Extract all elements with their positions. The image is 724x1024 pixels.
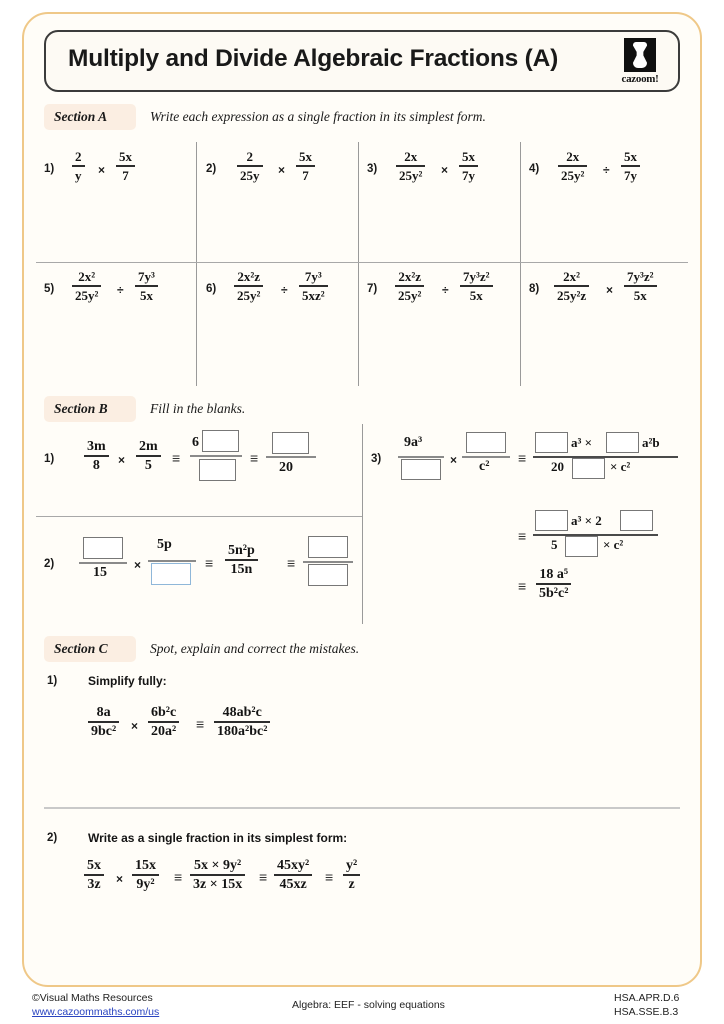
fraction-bar — [396, 165, 425, 167]
section-b-q3-blank-7[interactable] — [620, 510, 653, 531]
fraction-bar — [395, 285, 424, 287]
section-b-q3-line2-num-a: a³ × 2 — [571, 513, 602, 528]
logo-mark-icon — [624, 38, 656, 72]
denominator: 5x — [139, 287, 153, 303]
section-b-q3-equiv-2: ≡ — [518, 528, 527, 544]
section-c-q2-equiv-1: ≡ — [174, 869, 183, 885]
section-b-q2-blank-3[interactable] — [308, 536, 348, 558]
fraction-bar — [225, 559, 258, 561]
fraction-bar — [624, 285, 657, 287]
fraction-bar — [116, 165, 135, 167]
section-b-q2-equiv-1: ≡ — [205, 555, 214, 571]
numerator: 5x — [624, 149, 637, 164]
denominator: 25y² — [399, 167, 423, 183]
denominator: 25y — [240, 167, 260, 183]
numerator: 2x² — [563, 269, 581, 284]
section-c-q2-number: 2) — [47, 832, 58, 844]
section-a-q2-fraction-1 — [237, 149, 263, 183]
cazoom-logo — [614, 38, 666, 90]
section-b-q3-blank-4[interactable] — [606, 432, 639, 453]
numerator: 48ab²c — [222, 705, 262, 720]
section-b-q1-operator-1: × — [118, 453, 126, 467]
fraction-bar — [136, 455, 161, 457]
denominator: 25y² — [237, 287, 261, 303]
denominator: 25y² — [398, 287, 422, 303]
fraction-bar — [190, 874, 245, 876]
numerator: 5x — [462, 149, 475, 164]
fraction-bar — [135, 285, 158, 287]
section-b-q1-number: 1) — [44, 453, 55, 465]
page-title: Multiply and Divide Algebraic Fractions (A) — [68, 45, 559, 72]
section-b-q3-equiv-3: ≡ — [518, 578, 527, 594]
fraction-bar — [214, 721, 270, 723]
section-b-q2-fraction-bar-4 — [303, 561, 353, 563]
footer-standard-code-2: HSA.SSE.B.3 — [614, 1006, 679, 1018]
section-c-name: Section C — [54, 641, 108, 656]
denominator: 7 — [302, 167, 309, 183]
footer-copyright: ©Visual Maths Resources — [32, 992, 153, 1004]
section-a-q4-fraction-1 — [558, 149, 587, 183]
denominator: 9bc² — [91, 723, 117, 739]
section-b-q2-fraction-bar-2 — [148, 560, 196, 562]
section-a-vrule-2 — [358, 142, 359, 386]
denominator: 5b²c² — [539, 585, 569, 601]
numerator: 18 a⁵ — [539, 567, 569, 582]
section-c-q2-fraction-5 — [343, 858, 360, 892]
numerator: 5x × 9y² — [194, 858, 242, 873]
section-b-q3-blank-1[interactable] — [401, 459, 441, 480]
section-c-q2-fraction-2 — [132, 858, 159, 892]
fraction-bar — [72, 165, 85, 167]
section-b-q3-fraction-bar-1 — [398, 456, 444, 458]
numerator: 2m — [139, 439, 158, 454]
section-b-q1-equiv-1: ≡ — [172, 450, 181, 466]
logo-vase-icon — [633, 42, 647, 68]
fraction-bar — [132, 874, 159, 876]
section-b-q3-numerator-1: 9a³ — [404, 435, 423, 450]
fraction-bar — [237, 165, 263, 167]
fraction-bar — [459, 165, 478, 167]
section-a-q7-operator: ÷ — [442, 283, 449, 297]
denominator: y — [75, 167, 82, 183]
section-c-q1-fraction-1 — [88, 705, 119, 739]
section-a-vrule-1 — [196, 142, 197, 386]
section-a-hrule — [36, 262, 688, 263]
section-c-q2-operator-1: × — [116, 872, 124, 886]
section-b-q3-operator-1: × — [450, 453, 458, 467]
fraction-bar — [84, 874, 104, 876]
denominator: 3z — [87, 876, 101, 892]
section-b-q1-fraction-bar-3 — [190, 455, 242, 457]
denominator: 15n — [230, 561, 253, 577]
numerator: 6b²c — [151, 705, 177, 720]
section-a-description: Write each expression as a single fraction in its simplest form. — [150, 109, 486, 124]
section-a-q7-number: 7) — [367, 283, 378, 295]
section-a-q2-operator: × — [278, 163, 286, 177]
denominator: 25y² — [561, 167, 585, 183]
section-b-q1-fraction-bar-4 — [266, 456, 316, 458]
section-a-header — [44, 104, 604, 130]
section-b-q3-line2-den-b: × c² — [603, 537, 624, 552]
section-c-q1-operator-1: × — [131, 719, 139, 733]
section-a-q7-fraction-2 — [460, 269, 493, 303]
section-a-q3-fraction-2 — [459, 149, 478, 183]
section-b-q1-equiv-2: ≡ — [250, 450, 259, 466]
numerator: 5x — [119, 149, 132, 164]
section-a-q8-operator: × — [606, 283, 614, 297]
section-b-q2-blank-1[interactable] — [83, 537, 123, 559]
section-a-q7-fraction-1 — [395, 269, 424, 303]
section-b-q3-fraction-bar-3 — [533, 456, 678, 458]
section-c-description: Spot, explain and correct the mistakes. — [150, 641, 360, 656]
section-b-q2-blank-2[interactable] — [151, 563, 191, 585]
section-b-q2-number: 2) — [44, 558, 55, 570]
section-a-name: Section A — [54, 109, 108, 124]
fraction-bar — [299, 285, 328, 287]
section-b-q3-line1-num-a: a³ × — [571, 435, 593, 450]
numerator: 7y³ — [304, 269, 322, 284]
section-a-q4-fraction-2 — [621, 149, 640, 183]
fraction-bar — [84, 455, 109, 457]
denominator: 25y² — [75, 287, 99, 303]
denominator: 7y — [624, 167, 637, 183]
section-b-name: Section B — [54, 401, 108, 416]
section-a-q5-number: 5) — [44, 283, 55, 295]
section-a-q2-fraction-2 — [296, 149, 315, 183]
numerator: 7y³z² — [463, 269, 490, 284]
numerator: 15x — [135, 858, 156, 873]
numerator: 2x — [566, 149, 580, 164]
section-a-q1-number: 1) — [44, 163, 55, 175]
section-b-q1-denominator-4: 20 — [279, 460, 293, 475]
section-c-q2-fraction-1 — [84, 858, 104, 892]
section-a-q5-operator: ÷ — [117, 283, 124, 297]
denominator: 180a²bc² — [217, 723, 268, 739]
numerator: 5x — [87, 858, 101, 873]
section-a-q6-number: 6) — [206, 283, 217, 295]
section-b-header — [44, 396, 444, 422]
fraction-bar — [558, 165, 587, 167]
section-a-q8-fraction-1 — [554, 269, 589, 303]
section-b-q2-denominator-1: 15 — [93, 565, 107, 580]
section-b-q3-equiv-1: ≡ — [518, 450, 527, 466]
section-b-q3-number: 3) — [371, 453, 382, 465]
numerator: 2x² — [78, 269, 96, 284]
denominator: z — [348, 876, 355, 892]
section-b-q2-operator-1: × — [134, 558, 142, 572]
section-b-q1-blank-3[interactable] — [272, 432, 309, 454]
fraction-bar — [554, 285, 589, 287]
section-b-q2-equiv-2: ≡ — [287, 555, 296, 571]
section-b-q3-blank-8[interactable] — [565, 536, 598, 557]
denominator: 3z × 15x — [193, 876, 243, 892]
fraction-bar — [88, 721, 119, 723]
section-b-q1-numerator-prefix: 6 — [192, 435, 199, 450]
section-c-q1-fraction-2 — [148, 705, 179, 739]
fraction-bar — [296, 165, 315, 167]
section-c-q2-fraction-4 — [274, 858, 312, 892]
numerator: 45xy² — [277, 858, 310, 873]
denominator: 5x — [469, 287, 483, 303]
numerator: 5n²p — [228, 543, 255, 558]
numerator: 2x²z — [398, 269, 422, 284]
denominator: 8 — [92, 457, 100, 473]
fraction-bar — [72, 285, 101, 287]
section-b-q3-blank-6[interactable] — [535, 510, 568, 531]
section-b-q2-fraction-bar-1 — [79, 562, 127, 564]
section-c-q1-fraction-3 — [214, 705, 270, 739]
section-a-q3-fraction-1 — [396, 149, 425, 183]
section-b-q3-denominator-2: c² — [479, 459, 490, 474]
section-c-divider — [44, 807, 680, 809]
section-a-q1-fraction-2 — [116, 149, 135, 183]
numerator: 8a — [96, 705, 111, 720]
section-a-q2-number: 2) — [206, 163, 217, 175]
section-c-header — [44, 636, 464, 662]
footer-website-link[interactable]: www.cazoommaths.com/us — [32, 1006, 160, 1018]
denominator: 5 — [144, 457, 152, 473]
section-b-q3-fraction-bar-2 — [462, 456, 510, 458]
section-b-q1-fraction-1 — [84, 439, 109, 473]
fraction-bar — [234, 285, 263, 287]
section-b-q3-blank-3[interactable] — [535, 432, 568, 453]
numerator: 2 — [75, 149, 82, 164]
section-b-q1-blank-2[interactable] — [199, 459, 236, 481]
section-c-q2-equiv-3: ≡ — [325, 869, 334, 885]
denominator: 5xz² — [302, 287, 325, 303]
fraction-bar — [536, 583, 571, 585]
numerator: 7y³z² — [627, 269, 654, 284]
footer-center-text: Algebra: EEF - solving equations — [292, 999, 445, 1011]
fraction-bar — [460, 285, 493, 287]
section-b-q3-line1-den-a: 20 — [551, 459, 564, 474]
section-a-q1-fraction-1 — [72, 149, 85, 183]
section-a-vrule-3 — [520, 142, 521, 386]
section-b-q3-line1-num-b: a²b — [642, 435, 660, 450]
section-a-q5-fraction-1 — [72, 269, 101, 303]
section-c-q2-fraction-3 — [190, 858, 245, 892]
fraction-bar — [343, 874, 360, 876]
section-c-q1-equiv-1: ≡ — [196, 716, 205, 732]
fraction-bar — [621, 165, 640, 167]
section-c-q2-equiv-2: ≡ — [259, 869, 268, 885]
numerator: 2 — [246, 149, 253, 164]
fraction-bar — [148, 721, 179, 723]
denominator: 45xz — [279, 876, 307, 892]
section-b-vrule — [362, 424, 363, 624]
section-b-q3-line1-den-b: × c² — [610, 459, 631, 474]
section-b-hrule — [36, 516, 362, 517]
numerator: 2x — [404, 149, 418, 164]
numerator: 5x — [299, 149, 312, 164]
fraction-bar — [274, 874, 312, 876]
section-b-q1-blank-1[interactable] — [202, 430, 239, 452]
section-b-q1-fraction-2 — [136, 439, 161, 473]
section-b-q2-blank-4[interactable] — [308, 564, 348, 586]
section-b-q2-numerator-2: 5p — [157, 537, 172, 552]
section-b-q3-line2-den-a: 5 — [551, 537, 558, 552]
denominator: 25y²z — [557, 287, 587, 303]
section-a-q1-operator: × — [98, 163, 106, 177]
denominator: 5x — [633, 287, 647, 303]
section-c-q1-prompt: Simplify fully: — [88, 674, 167, 688]
footer-standard-code-1: HSA.APR.D.6 — [614, 992, 680, 1004]
section-a-q4-operator: ÷ — [603, 163, 610, 177]
section-b-q2-fraction-3 — [225, 543, 258, 577]
section-b-q3-blank-2[interactable] — [466, 432, 506, 453]
section-a-q3-operator: × — [441, 163, 449, 177]
denominator: 7y — [462, 167, 475, 183]
numerator: y² — [346, 858, 358, 873]
numerator: 3m — [87, 439, 106, 454]
denominator: 20a² — [151, 723, 177, 739]
denominator: 7 — [122, 167, 129, 183]
section-b-q3-blank-5[interactable] — [572, 458, 605, 479]
section-a-q8-number: 8) — [529, 283, 540, 295]
section-c-q2-prompt: Write as a single fraction in its simplest form: — [88, 831, 348, 845]
section-a-q5-fraction-2 — [135, 269, 158, 303]
section-a-q6-fraction-2 — [299, 269, 328, 303]
title-box — [44, 30, 680, 92]
section-a-q8-fraction-2 — [624, 269, 657, 303]
denominator: 9y² — [136, 876, 155, 892]
numerator: 2x²z — [237, 269, 261, 284]
section-b-description: Fill in the blanks. — [150, 401, 246, 416]
section-b-q3-final-fraction — [536, 567, 571, 601]
section-a-q4-number: 4) — [529, 163, 540, 175]
section-a-q3-number: 3) — [367, 163, 378, 175]
section-a-q6-fraction-1 — [234, 269, 263, 303]
numerator: 7y³ — [138, 269, 155, 284]
section-a-q6-operator: ÷ — [281, 283, 288, 297]
logo-wordmark: cazoom! — [621, 73, 659, 85]
section-c-q1-number: 1) — [47, 675, 58, 687]
